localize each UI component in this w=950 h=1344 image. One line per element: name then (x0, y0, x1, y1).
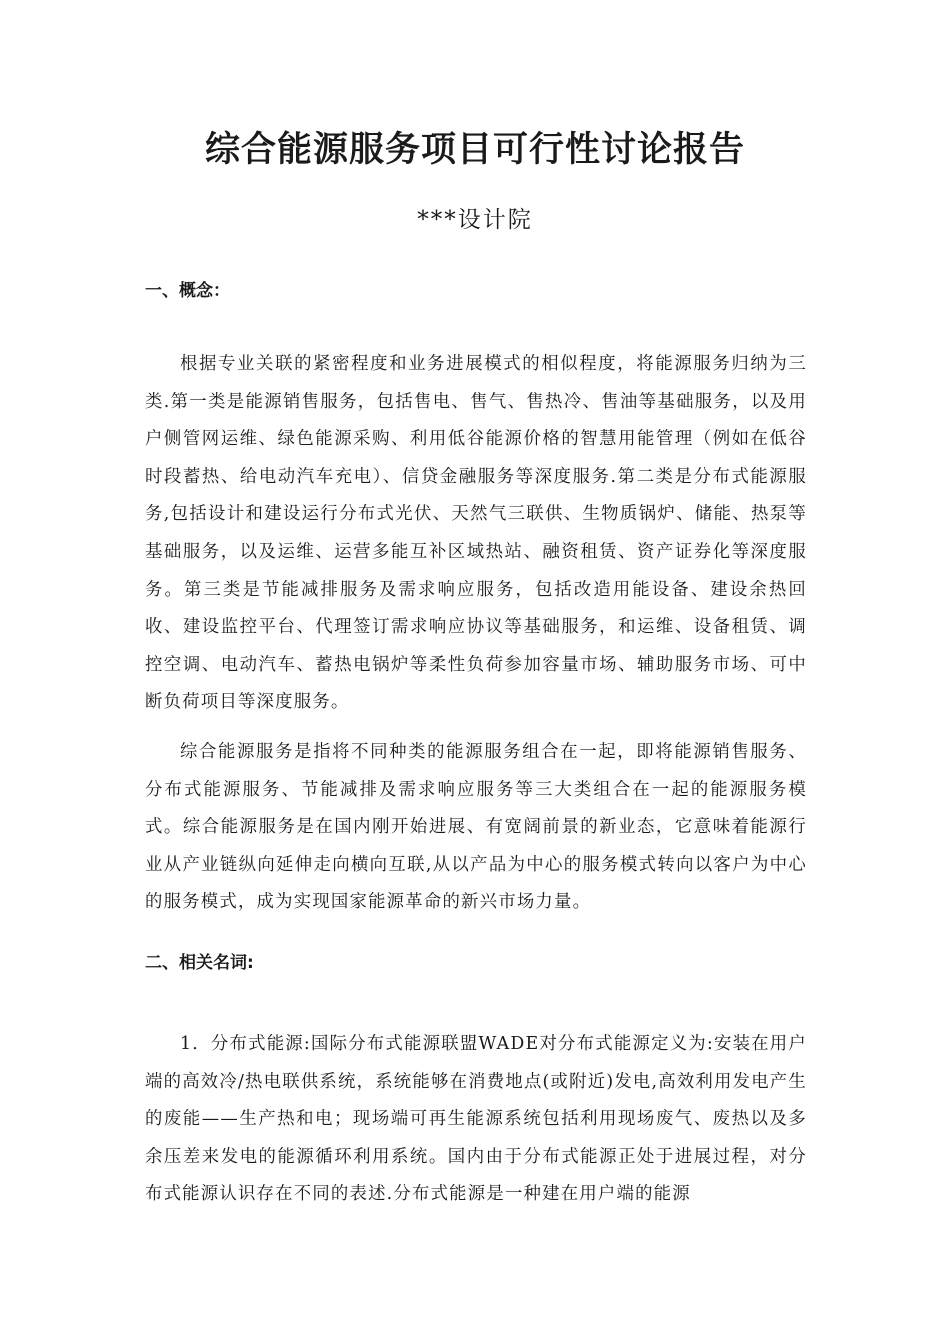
paragraph-service-categories: 根据专业关联的紧密程度和业务进展模式的相似程度，将能源服务归纳为三类.第一类是能源销售服务，包括售电、售气、售热冷、售油等基础服务，以及用户侧管网运维、绿色能源采购、利用低谷能源价格的智慧用能管理（例如在低谷时段蓄热、给电动汽车充电）、信贷金融服务等深度服务.第二类是分布式能源服务,包括设计和建设运行分布式光伏、天然气三联供、生物质锅炉、储能、热泵等基础服务，以及运维、运营多能互补区域热站、融资租赁、资产证券化等深度服务。第三类是节能减排服务及需求响应服务，包括改造用能设备、建设余热回收、建设监控平台、代理签订需求响应协议等基础服务，和运维、设备租赁、调控空调、电动汽车、蓄热电锅炉等柔性负荷参加容量市场、辅助服务市场、可中断负荷项目等深度服务。 (145, 354, 807, 713)
document-title: 综合能源服务项目可行性讨论报告 (204, 130, 745, 170)
section-heading-concept: 一、概念： (145, 281, 230, 301)
section-heading-terms: 二、相关名词: (145, 953, 254, 973)
document-subtitle: ***设计院 (417, 207, 533, 233)
paragraph-integrated-service: 综合能源服务是指将不同种类的能源服务组合在一起，即将能源销售服务、分布式能源服务、节能减排及需求响应服务等三大类组合在一起的能源服务模式。综合能源服务是在国内刚开始进展、有宽阔前景的新业态，它意味着能源行业从产业链纵向延伸走向横向互联,从以产品为中心的服务模式转向以客户为中心的服务模式，成为实现国家能源革命的新兴市场力量。 (145, 742, 807, 913)
paragraph-distributed-energy: 1．分布式能源:国际分布式能源联盟WADE对分布式能源定义为:安装在用户端的高效冷/热电联供系统，系统能够在消费地点(或附近)发电,高效利用发电产生的废能——生产热和电；现场端可再生能源系统包括利用现场废气、废热以及多余压差来发电的能源循环利用系统。国内由于分布式能源正处于进展过程，对分布式能源认识存在不同的表述.分布式能源是一种建在用户端的能源 (145, 1034, 807, 1205)
